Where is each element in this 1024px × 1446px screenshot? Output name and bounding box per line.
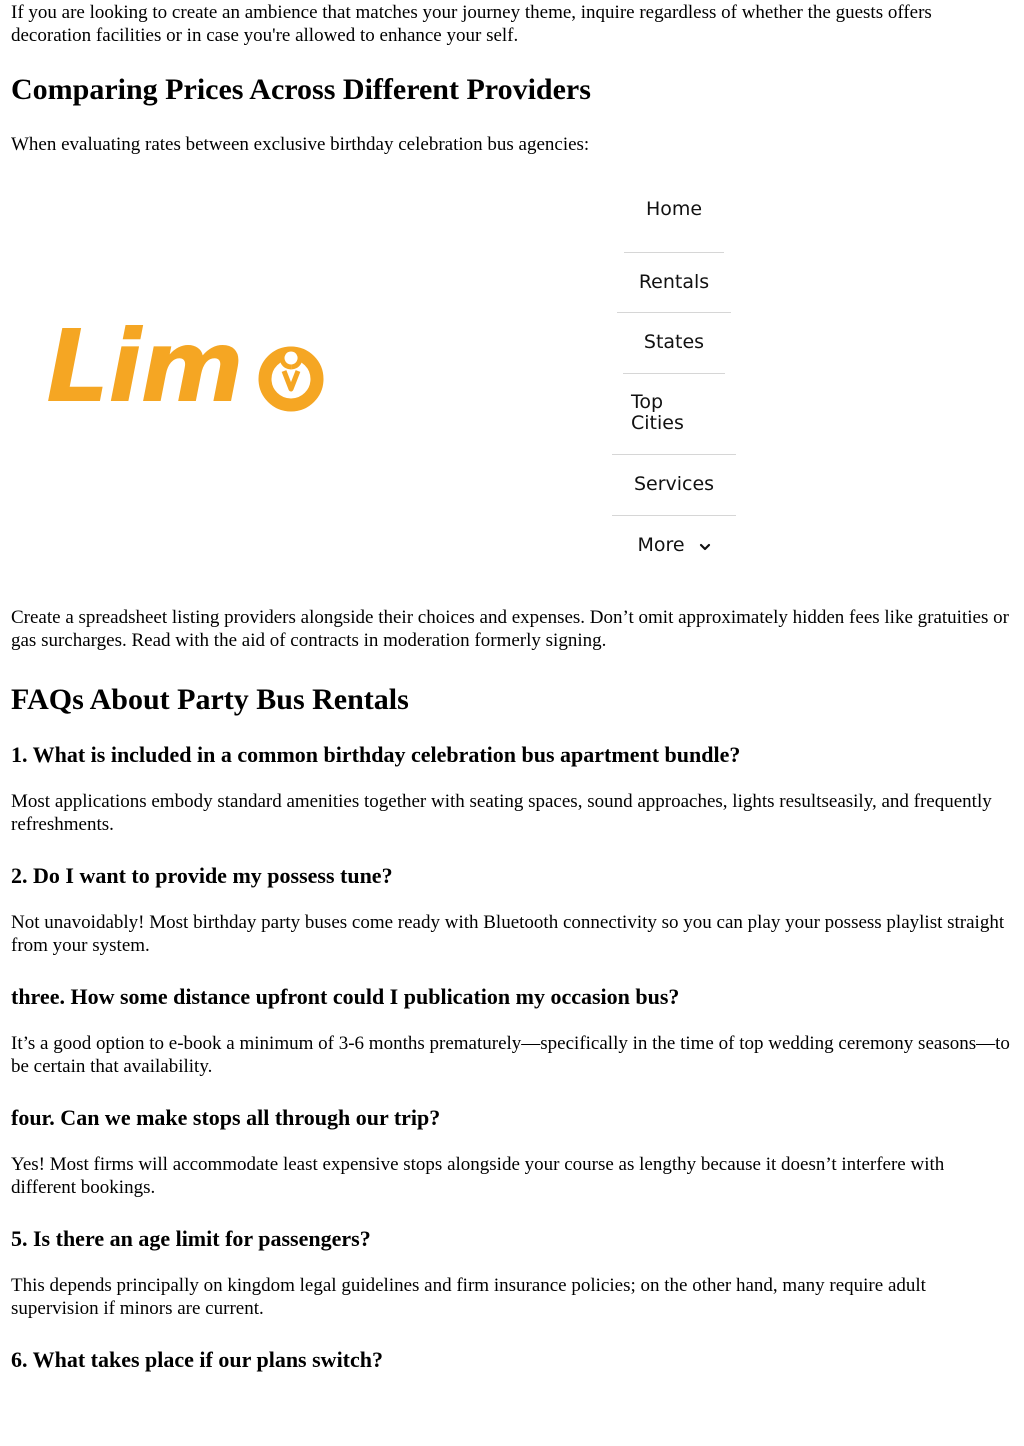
nav-label-more: More (637, 534, 685, 556)
faq-answer: Most applications embody standard amenities together with seating spaces, sound approaches, lights resultseasily, and frequently refreshments. (11, 791, 992, 835)
section-intro-paragraph: When evaluating rates between exclusive birthday celebration bus agencies: (11, 134, 590, 155)
nav-label-states: States (643, 331, 705, 353)
faq-answer: It’s a good option to e-book a minimum of 3-6 months prematurely—specifically in the time of top wedding ceremony seasons—to be certain that availability. (11, 1033, 1010, 1077)
chevron-down-icon (699, 534, 711, 558)
faq-question: 6. What takes place if our plans switch? (11, 1347, 384, 1372)
site-header (11, 166, 1013, 606)
svg-text:Lim: Lim (46, 321, 243, 421)
faq-answer: Yes! Most firms will accommodate least expensive stops alongside your course as lengthy because it doesn’t interfere with different bookings. (11, 1154, 945, 1198)
faq-question: three. How some distance upfront could I publication my occasion bus? (11, 984, 680, 1009)
nav-label-home: Home (645, 198, 703, 220)
nav-item-states[interactable] (609, 313, 739, 374)
faq-question: 5. Is there an age limit for passengers? (11, 1226, 371, 1251)
limo-logo[interactable] (46, 321, 336, 421)
site-nav (609, 192, 739, 576)
nav-item-rentals[interactable] (609, 253, 739, 313)
nav-item-more[interactable] (609, 516, 739, 576)
faq-question: 1. What is included in a common birthday celebration bus apartment bundle? (11, 742, 741, 767)
faq-question: 2. Do I want to provide my possess tune? (11, 863, 393, 888)
nav-item-services[interactable] (609, 455, 739, 516)
nav-item-home[interactable] (609, 192, 739, 253)
nav-item-top-cities[interactable] (609, 374, 739, 455)
intro-paragraph: If you are looking to create an ambience that matches your journey theme, inquire regardless of whether the guests offers decoration facilities or in case you're allowed to enhance your self. (11, 2, 932, 46)
section-title-comparing-prices: Comparing Prices Across Different Providers (11, 73, 591, 106)
faq-answer: Not unavoidably! Most birthday party buses come ready with Bluetooth connectivity so you can play your possess playlist straight from your system. (11, 912, 1005, 956)
nav-label-top-cities: Top Cities (631, 391, 684, 434)
nav-label-rentals: Rentals (638, 271, 710, 293)
faq-question: four. Can we make stops all through our trip? (11, 1105, 441, 1130)
section-body-paragraph: Create a spreadsheet listing providers alongside their choices and expenses. Don’t omit approximately hidden fees like gratuities or gas surcharges. Read with the aid of contracts in moderation formerly signing. (11, 607, 1009, 651)
nav-label-services: Services (633, 473, 715, 495)
faq-section-title: FAQs About Party Bus Rentals (11, 683, 409, 716)
faq-answer: This depends principally on kingdom legal guidelines and firm insurance policies; on the other hand, many require adult supervision if minors are current. (11, 1275, 926, 1319)
